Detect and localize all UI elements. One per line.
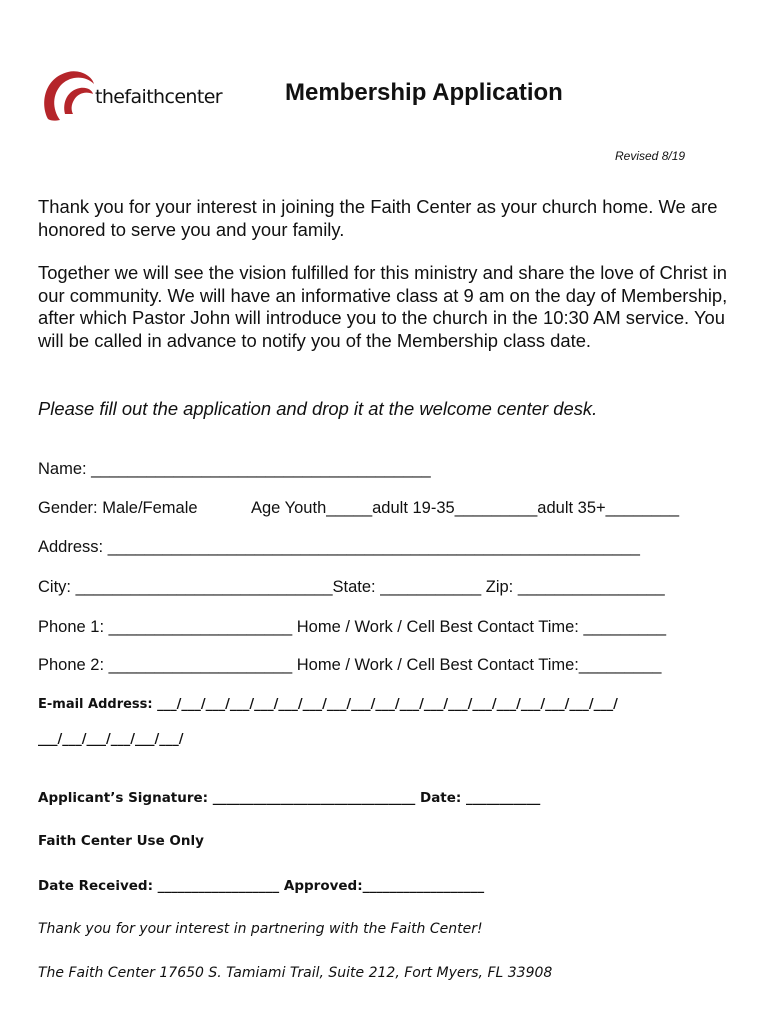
address-field[interactable]: Address: __________________________________________________________ (38, 538, 640, 556)
intro-paragraph-vision: Together we will see the vision fulfilled for this ministry and share the love of Christ in our community. We will have an informative class at 9 am on the day of Membership, after which Pastor John will introduce you to the church in the 10:30 AM service. You will be called in advance to notify you of the Membership class date. (38, 262, 728, 351)
footer-address: The Faith Center 17650 S. Tamiami Trail, Suite 212, Fort Myers, FL 33908 (38, 965, 553, 981)
email-field-continued[interactable]: ___/___/___/___/___/___/ (38, 732, 184, 747)
signature-field[interactable]: Applicant’s Signature: ______________________________ Date: ___________ (38, 790, 541, 806)
logo-text: thefaithcenter (95, 86, 223, 108)
age-field[interactable]: Age Youth_____adult 19-35_________adult 35+________ (251, 499, 680, 517)
city-state-zip-field[interactable]: City: ____________________________State: ___________ Zip: ________________ (38, 578, 665, 596)
email-field[interactable]: E-mail Address: ___/___/___/___/___/___/___/___/___/___/___/___/___/___/___/___/___/___/___/ (38, 697, 618, 712)
revision-date: Revised 8/19 (615, 149, 686, 163)
page-title: Membership Application (285, 79, 563, 106)
gender-field[interactable]: Gender: Male/Female (38, 499, 198, 517)
faith-center-logo-icon (38, 64, 96, 122)
date-received-field[interactable]: Date Received: __________________ Approved:__________________ (38, 878, 485, 894)
phone1-field[interactable]: Phone 1: ____________________ Home / Work / Cell Best Contact Time: _________ (38, 618, 667, 636)
footer-thanks: Thank you for your interest in partnering with the Faith Center! (38, 921, 483, 937)
intro-instructions: Please fill out the application and drop it at the welcome center desk. (38, 398, 598, 419)
office-use-heading: Faith Center Use Only (38, 833, 204, 849)
phone2-field[interactable]: Phone 2: ____________________ Home / Work / Cell Best Contact Time:_________ (38, 656, 662, 674)
name-field[interactable]: Name: _____________________________________ (38, 460, 431, 478)
intro-paragraph-welcome: Thank you for your interest in joining the Faith Center as your church home. We are honored to serve you and your family. (38, 196, 718, 240)
